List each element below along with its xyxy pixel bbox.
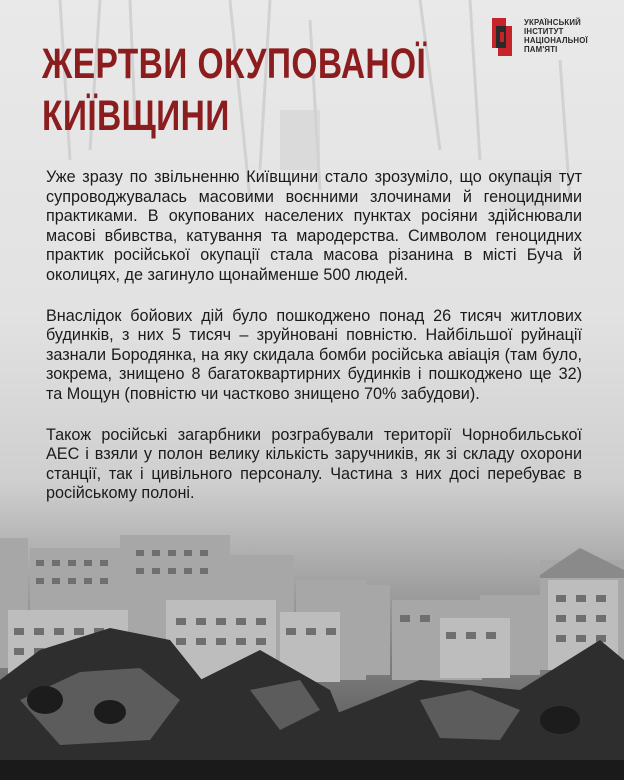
- page-title: [42, 38, 427, 142]
- logo-line: НАЦІОНАЛЬНОЇ: [524, 36, 588, 45]
- page-title-line-2: КИЇВЩИНИ: [42, 92, 230, 140]
- logo-emblem-icon: [486, 16, 518, 60]
- institute-logo: [486, 16, 588, 60]
- logo-line: УКРАЇНСЬКИЙ: [524, 18, 581, 27]
- paragraph: Внаслідок бойових дій було пошкоджено понад 26 тисяч житлових будинків, з них 5 тисяч – зруйновані повністю. Найбільшої руйнації зазнали Бородянка, на яку скидала бомби російська авіація (там було, зокрема, знищено 8 багатоквартирних будинків і пошкоджено ще 32) та Мощун (повністю чи частково знищено 70% забудови).: [46, 306, 582, 403]
- logo-text: [524, 18, 588, 54]
- page-title-line-1: ЖЕРТВИ ОКУПОВАНОЇ: [42, 40, 427, 88]
- logo-line: ІНСТИТУТ: [524, 27, 564, 36]
- paragraph: Також російські загарбники розграбували території Чорнобильської АЕС і взяли у полон велику кількість заручників, як зі складу охорони станції, так і цивільного персоналу. Частина з них досі перебуває в російському полоні.: [46, 425, 582, 503]
- logo-line: ПАМ'ЯТІ: [524, 45, 558, 54]
- article-body: [46, 168, 582, 525]
- paragraph: Уже зразу по звільненню Київщини стало зрозуміло, що окупація тут супроводжувалась масовими воєнними злочинами й геноцидними практиками. В окупованих населених пунктах росіяни здійснювали масові вбивства, катування та мародерства. Символом геноцидних практик російської окупації стала масова різанина в місті Буча й околицях, де загинуло щонайменше 500 людей.: [46, 168, 582, 284]
